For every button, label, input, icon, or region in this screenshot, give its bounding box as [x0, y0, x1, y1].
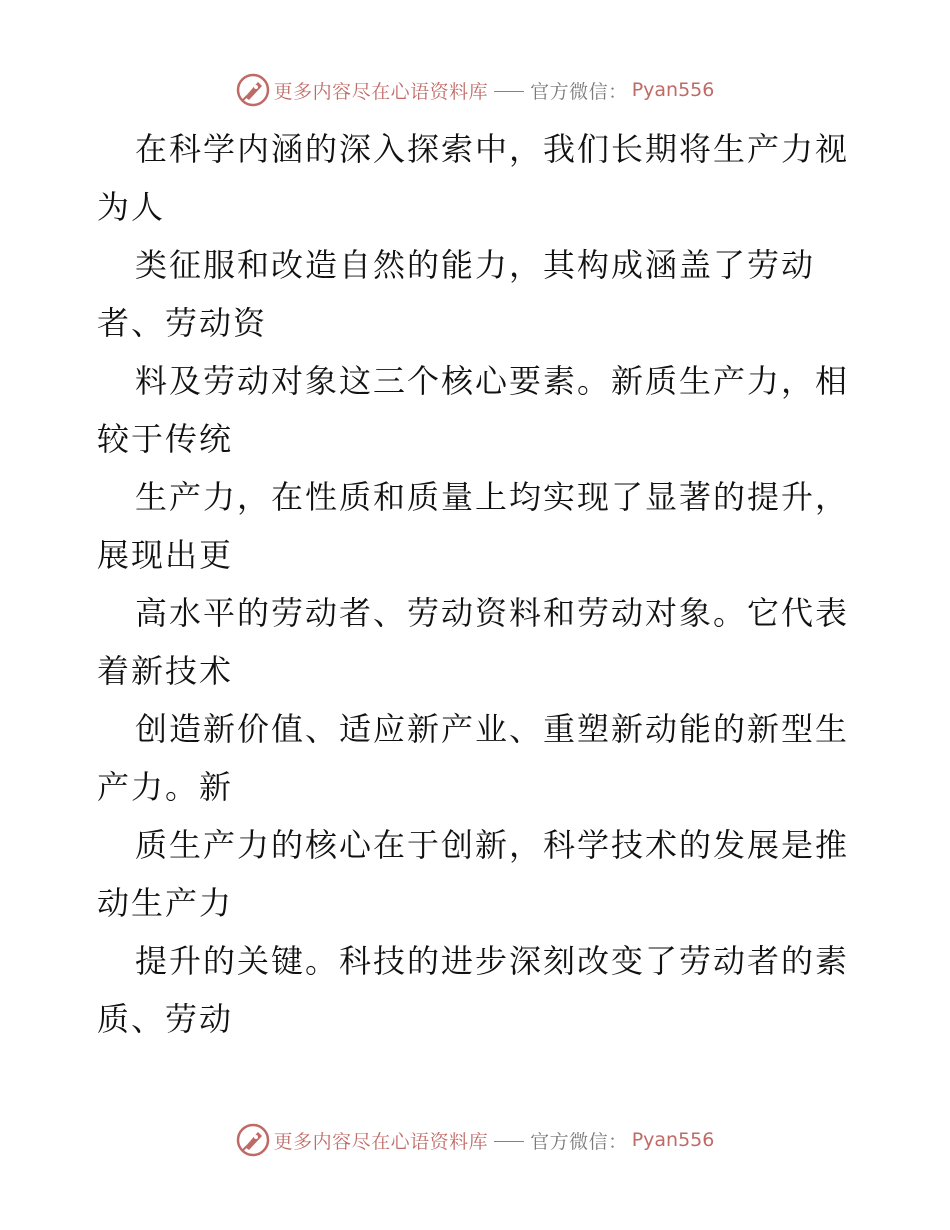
footer-watermark — [0, 1120, 950, 1160]
text-line: 为人 — [97, 188, 166, 226]
text-line: 料及劳动对象这三个核心要素。新质生产力，相 — [135, 362, 850, 400]
text-line: 提升的关键。科技的进步深刻改变了劳动者的素 — [135, 942, 850, 980]
text-line: 创造新价值、适应新产业、重塑新动能的新型生 — [135, 710, 850, 748]
text-line: 展现出更 — [97, 536, 234, 574]
text-line: 类征服和改造自然的能力，其构成涵盖了劳动 — [135, 246, 816, 284]
header-watermark-id: Pyan556 — [631, 79, 715, 101]
text-line: 质、劳动 — [97, 1000, 234, 1038]
header-watermark-dash — [494, 91, 524, 92]
document-body — [97, 120, 857, 1048]
footer-watermark-dash — [494, 1141, 524, 1142]
footer-watermark-main: 更多内容尽在心语资料库 — [273, 1130, 489, 1153]
text-line: 在科学内涵的深入探索中，我们长期将生产力视 — [135, 130, 850, 168]
header-watermark — [0, 70, 950, 110]
header-watermark-main: 更多内容尽在心语资料库 — [273, 80, 489, 103]
footer-watermark-sub: 官方微信： — [530, 1130, 628, 1153]
pen-nib-logo-icon — [236, 1123, 270, 1157]
header-watermark-sub: 官方微信： — [530, 80, 628, 103]
text-line: 产力。新 — [97, 768, 234, 806]
text-line: 者、劳动资 — [97, 304, 268, 342]
text-line: 着新技术 — [97, 652, 234, 690]
text-line: 质生产力的核心在于创新，科学技术的发展是推 — [135, 826, 850, 864]
text-line: 较于传统 — [97, 420, 234, 458]
text-line: 动生产力 — [97, 884, 234, 922]
pen-nib-logo-icon — [236, 73, 270, 107]
text-line: 高水平的劳动者、劳动资料和劳动对象。它代表 — [135, 594, 850, 632]
footer-watermark-id: Pyan556 — [631, 1129, 715, 1151]
text-line: 生产力，在性质和质量上均实现了显著的提升， — [135, 478, 850, 516]
